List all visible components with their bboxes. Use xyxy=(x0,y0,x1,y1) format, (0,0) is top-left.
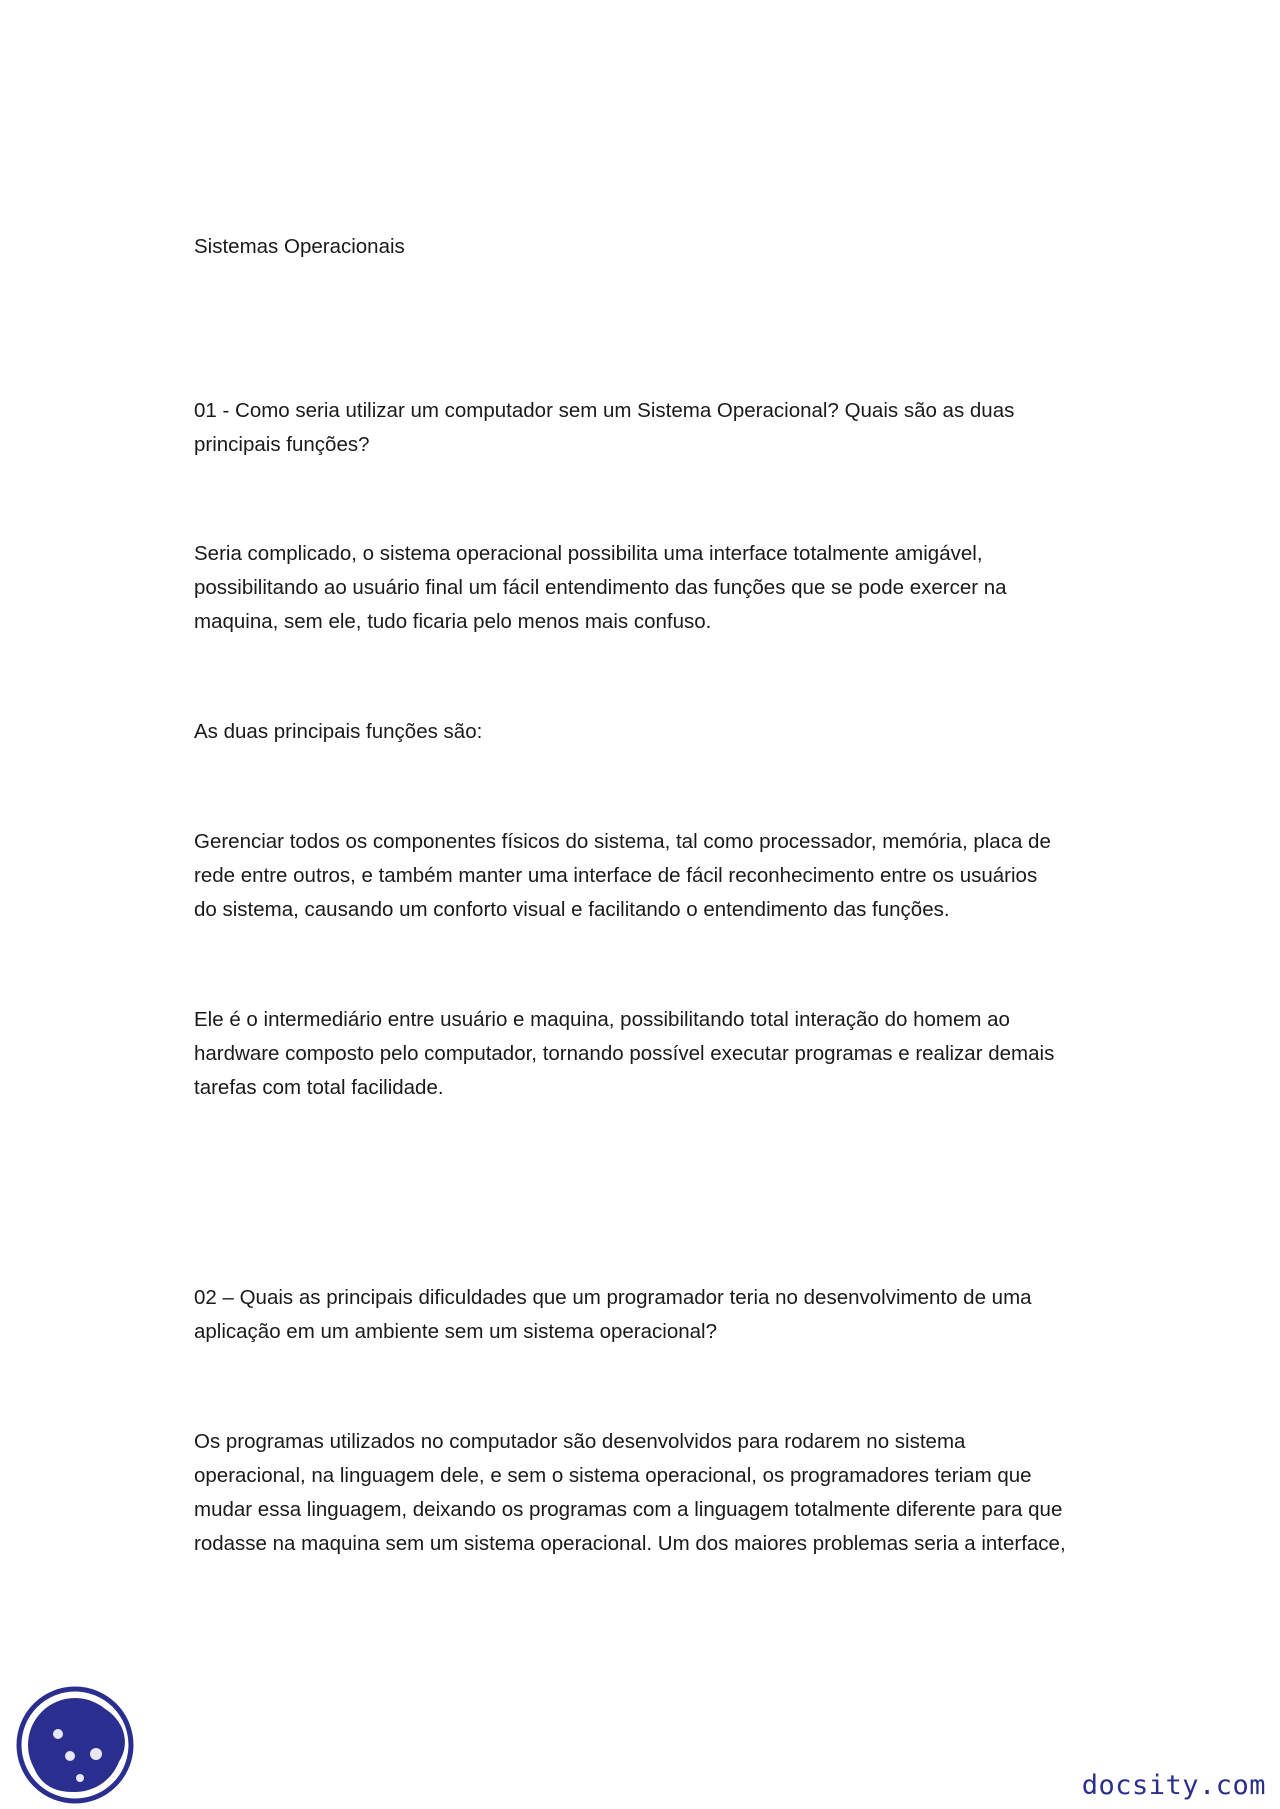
text-line: aplicação em um ambiente sem um sistema operacional? xyxy=(194,1320,718,1343)
text-line: hardware composto pelo computador, tornando possível executar programas e realizar demais xyxy=(194,1042,1055,1065)
text-line: maquina, sem ele, tudo ficaria pelo menos mais confuso. xyxy=(194,610,712,633)
text-line: principais funções? xyxy=(194,433,370,456)
answer-2-paragraph-1 xyxy=(194,1425,1134,1561)
text-line: Gerenciar todos os componentes físicos do sistema, tal como processador, memória, placa de xyxy=(194,830,1051,853)
docsity-brand-link[interactable]: docsity.com xyxy=(1081,1770,1266,1801)
text-line: possibilitando ao usuário final um fácil entendimento das funções que se pode exercer na xyxy=(194,576,1007,599)
text-line: Seria complicado, o sistema operacional possibilita uma interface totalmente amigável, xyxy=(194,542,983,565)
text-line: Os programas utilizados no computador são desenvolvidos para rodarem no sistema xyxy=(194,1430,966,1453)
text-line: 01 - Como seria utilizar um computador sem um Sistema Operacional? Quais são as duas xyxy=(194,399,1015,422)
answer-1-paragraph-1 xyxy=(194,537,1134,639)
text-line: Ele é o intermediário entre usuário e maquina, possibilitando total interação do homem ao xyxy=(194,1008,1010,1031)
text-line: do sistema, causando um conforto visual e facilitando o entendimento das funções. xyxy=(194,898,950,921)
text-line: operacional, na linguagem dele, e sem o sistema operacional, os programadores teriam que xyxy=(194,1464,1032,1487)
answer-1-paragraph-3 xyxy=(194,825,1134,927)
document-body xyxy=(194,230,1134,1561)
text-line: 02 – Quais as principais dificuldades que um programador teria no desenvolvimento de uma xyxy=(194,1286,1032,1309)
text-line: As duas principais funções são: xyxy=(194,720,483,743)
document-title: Sistemas Operacionais xyxy=(194,235,405,258)
question-2 xyxy=(194,1281,1134,1349)
question-1 xyxy=(194,394,1134,462)
text-line: rodasse na maquina sem um sistema operacional. Um dos maiores problemas seria a interface, xyxy=(194,1532,1066,1555)
answer-1-paragraph-4 xyxy=(194,1003,1134,1105)
docsity-logo-icon[interactable] xyxy=(14,1686,136,1804)
answer-1-paragraph-2 xyxy=(194,715,1134,749)
text-line: tarefas com total facilidade. xyxy=(194,1076,444,1099)
text-line: mudar essa linguagem, deixando os programas com a linguagem totalmente diferente para que xyxy=(194,1498,1063,1521)
text-line: rede entre outros, e também manter uma interface de fácil reconhecimento entre os usuários xyxy=(194,864,1038,887)
